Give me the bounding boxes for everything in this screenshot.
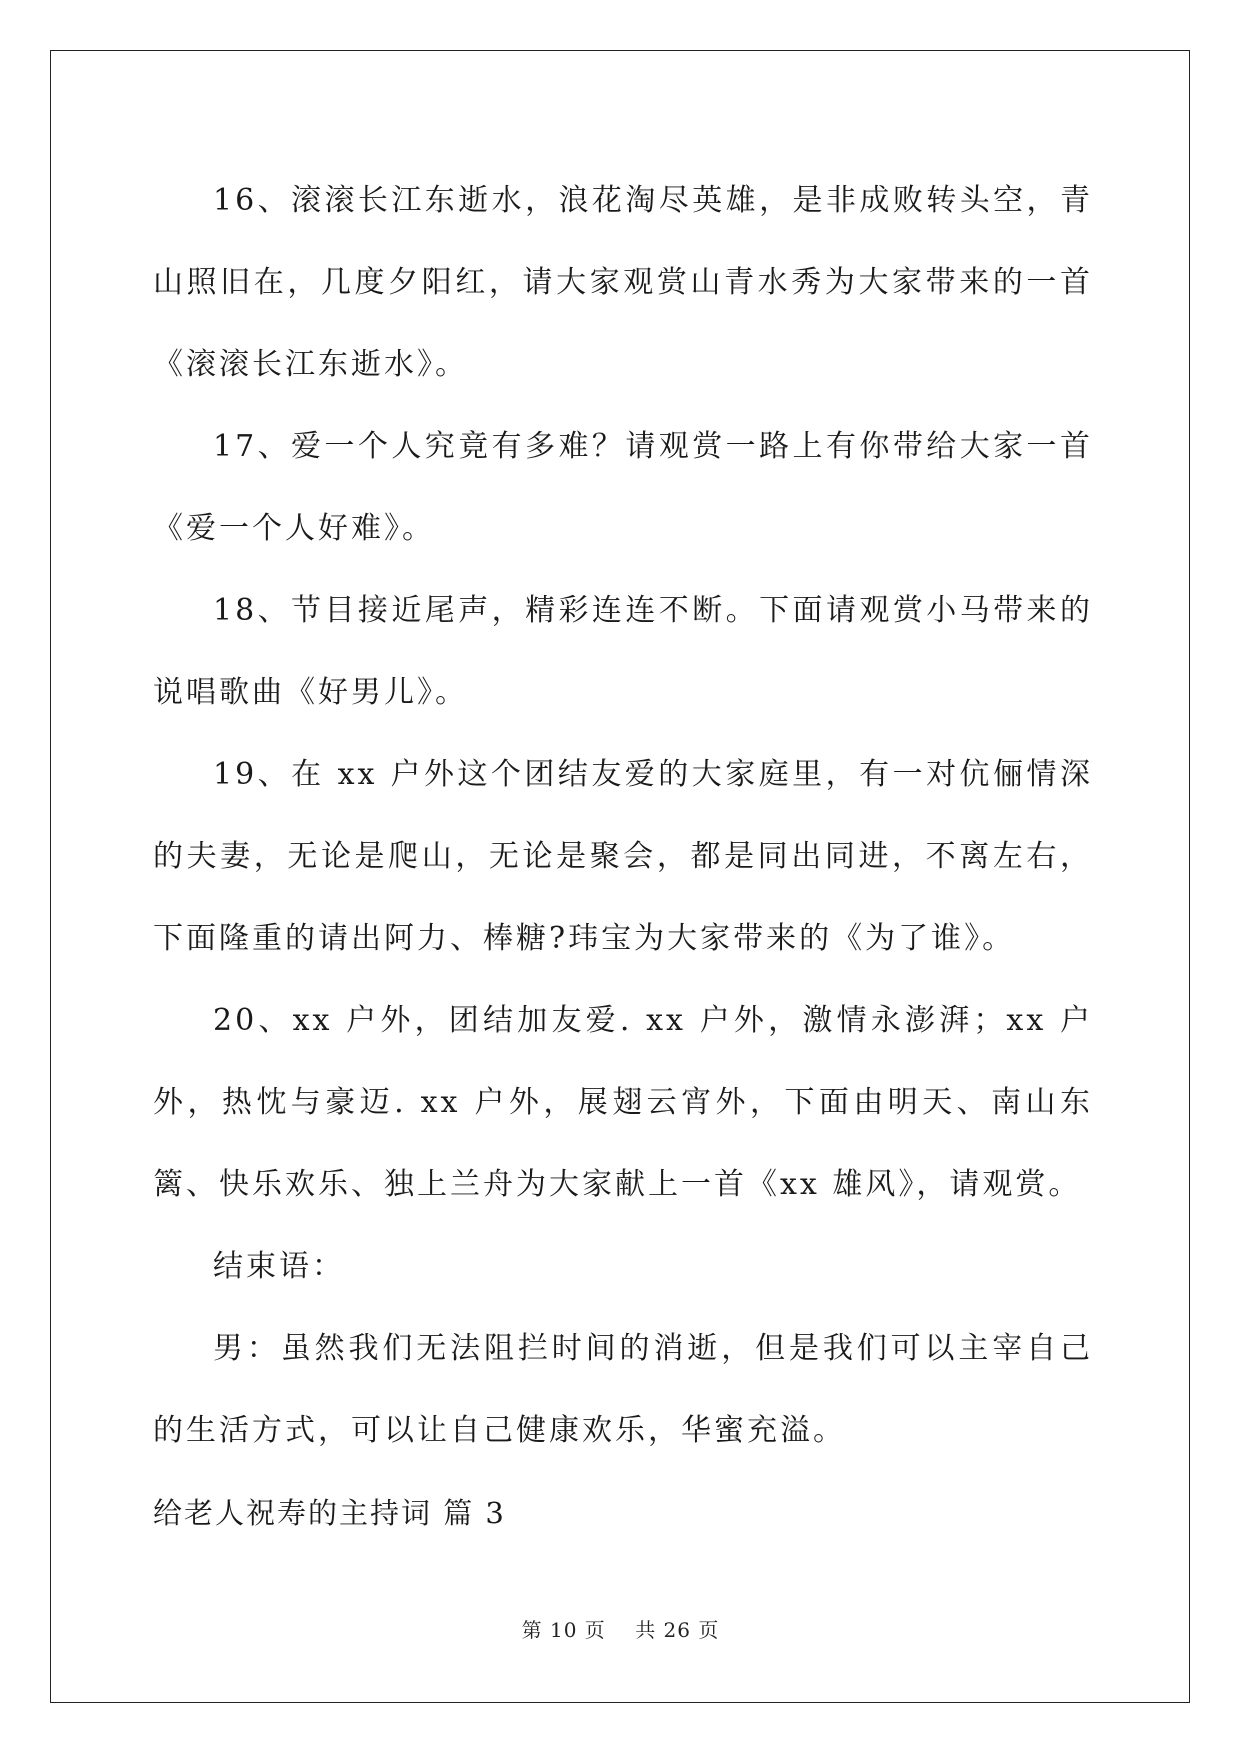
closing-label: 结束语： [213,1249,345,1284]
closing-male-line: 男：虽然我们无法阻拦时间的消逝，但是我们可以主宰自己的生活方式，可以让自己健康欢乐，华蜜充溢。 [153,1331,1093,1448]
paragraph-20: 20、xx 户外，团结加友爱. xx 户外，激情永澎湃；xx 户外，热忱与豪迈. xx 户外，展翅云宵外，下面由明天、南山东篱、快乐欢乐、独上兰舟为大家献上一首《xx 雄风》，请观赏。 [153,1003,1093,1202]
paragraph-16: 16、滚滚长江东逝水，浪花淘尽英雄，是非成败转头空，青山照旧在，几度夕阳红，请大家观赏山青水秀为大家带来的一首《滚滚长江东逝水》。 [153,183,1093,382]
paragraph-19: 19、在 xx 户外这个团结友爱的大家庭里，有一对伉俪情深的夫妻，无论是爬山，无论是聚会，都是同出同进，不离左右，下面隆重的请出阿力、棒糖?玮宝为大家带来的《为了谁》。 [153,757,1093,956]
document-body [153,160,1093,1554]
section-heading: 给老人祝寿的主持词 篇 3 [153,1496,506,1530]
page-footer [0,1614,1241,1643]
paragraph-18: 18、节目接近尾声，精彩连连不断。下面请观赏小马带来的说唱歌曲《好男儿》。 [153,593,1093,710]
page-number: 第 10 页 共 26 页 [521,1618,720,1642]
paragraph-17: 17、爱一个人究竟有多难？请观赏一路上有你带给大家一首《爱一个人好难》。 [153,429,1093,546]
